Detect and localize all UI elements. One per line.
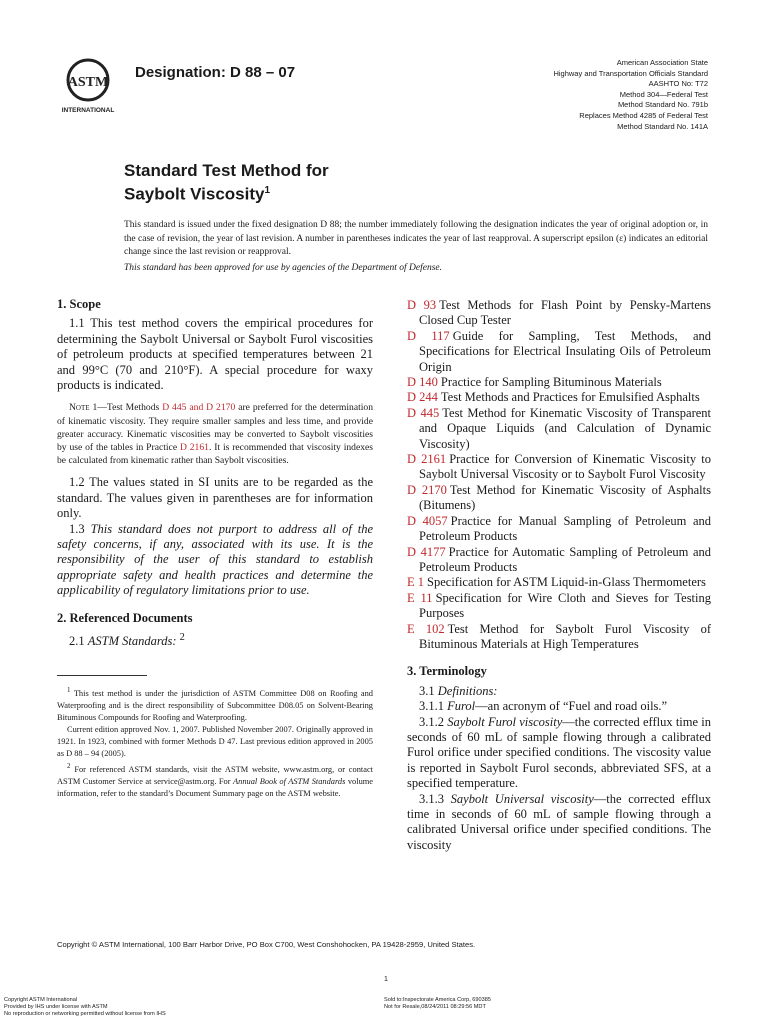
footnote-1: $^1$ This test method is under the jurisdiction of ASTM Committee D08 on Roofing and Waterproofing and is the direct responsibility of Subcommittee D08.05 on Solvent-Bearing Bituminous Compounds for Roofing and Waterproofing.: [57, 686, 373, 722]
ref-link[interactable]: D 244: [407, 390, 438, 405]
ref-link[interactable]: E 1: [407, 575, 425, 590]
reference-item: D 140 Practice for Sampling Bituminous Materials: [407, 375, 662, 390]
designation: Designation: D 88 – 07: [135, 64, 296, 81]
para-3-1-1: 3.1.1 Furol—an acronym of “Fuel and road oils.”: [419, 699, 668, 714]
intro-text: This standard is issued under the fixed designation D 88; the number immediately following the designation indicates the year of original adoption or, in the case of revision, the year of last revision. A number in parentheses indicates the year of last reapproval. A superscript epsilon (ε) indicates an editorial change since the last revision or reapproval.: [124, 220, 708, 258]
footnote-divider: [57, 675, 147, 676]
para-3-1-3: 3.1.3 Saybolt Universal viscosity—the corrected efflux time in seconds of 60 mL of sample flowing through a calibrated Universal orifice under specified conditions. The viscosity: [407, 791, 711, 852]
para-2-1: 2.1 ASTM Standards: $^2$: [69, 632, 185, 649]
logo-subtext: INTERNATIONAL: [61, 107, 115, 114]
ref-link[interactable]: E 11: [407, 590, 433, 605]
reference-item: E 11 Specification for Wire Cloth and Sieves for Testing Purposes: [407, 590, 711, 621]
section-heading-referenced: 2. Referenced Documents: [57, 610, 193, 625]
agency-line: American Association State: [616, 58, 708, 67]
para-1-1: 1.1 This test method covers the empirical procedures for determining the Saybolt Universal or Saybolt Furol viscosities of petroleum products at specified temperatures between 21 and 99°C (70 and 210°F). A special procedure for waxy products is indicated.: [57, 316, 373, 393]
copyright-line: Copyright © ASTM International, 100 Barr Harbor Drive, PO Box C700, West Conshohocken, PA 19428-2959, United States.: [57, 940, 476, 949]
ref-link[interactable]: D 117: [407, 328, 450, 343]
astm-logo: [58, 56, 124, 116]
approval-text: This standard has been approved for use by agencies of the Department of Defense.: [124, 263, 443, 273]
reference-item: D 4057 Practice for Manual Sampling of Petroleum and Petroleum Products: [407, 513, 712, 544]
agency-line: Method 304—Federal Test: [619, 89, 708, 99]
footnotes: [57, 684, 373, 800]
reference-item: E 1 Specification for ASTM Liquid-in-Glass Thermometers: [407, 575, 706, 590]
para-1-3: 1.3 This standard does not purport to address all of the safety concerns, if any, associated with its use. It is the responsibility of the user of this standard to establish appropriate safety and health practices and determine the applicability of regulatory limitations prior to use.: [57, 521, 373, 598]
reference-item: D 117 Guide for Sampling, Test Methods, and Specifications for Electrical Insulating Oils of Petroleum Origin: [407, 328, 711, 374]
ref-link[interactable]: E 102: [407, 621, 445, 636]
agency-line: Replaces Method 4285 of Federal Test: [579, 110, 708, 120]
reference-item: D 93 Test Methods for Flash Point by Pensky-Martens Closed Cup Tester: [407, 298, 711, 328]
ref-link[interactable]: D 2161: [407, 452, 447, 467]
reference-item: D 4177 Practice for Automatic Sampling of Petroleum and Petroleum Products: [407, 544, 712, 574]
footnote-1-edition: Current edition approved Nov. 1, 2007. Published November 2007. Originally approved in 1921. In 1923, combined with former Methods D 47. Last previous edition approved in 2005 as D 88 – 94 (2005).: [57, 724, 373, 758]
ref-link[interactable]: D 2170: [407, 482, 447, 497]
note-1: Note 1—Test Methods D 445 and D 2170 are preferred for the determination of kinematic viscosity. They require smaller samples and less time, and provide greater accuracy. Kinematic viscosities may be converted to Saybolt viscosities by use of the tables in Practice D 2161. It is recommended that viscosity indexes be calculated from kinematic rather than Saybolt viscosities.: [57, 402, 373, 467]
link-d445-d2170[interactable]: D 445 and D 2170: [162, 402, 236, 414]
license-footer-left: Copyright ASTM International Provided by IHS under license with ASTM No reproduction or networking permitted without license from IHS: [4, 997, 166, 1017]
ref-link[interactable]: D 140: [407, 375, 438, 390]
ref-link[interactable]: D 4177: [407, 544, 446, 559]
agency-line: AASHTO No: T72: [648, 79, 708, 89]
logo-text: ASTM: [67, 75, 109, 90]
para-3-1-2: 3.1.2 Saybolt Furol viscosity—the corrected efflux time in seconds of 60 mL of sample flowing through a calibrated Furol orifice under specified conditions. The viscosity value is reported in Saybolt Furol seconds, abbreviated SFS, at a specified temperature.: [407, 714, 712, 791]
section-heading-scope: 1. Scope: [57, 297, 101, 311]
reference-item: D 244 Test Methods and Practices for Emulsified Asphalts: [407, 390, 700, 405]
para-3-1: 3.1 Definitions:: [419, 683, 498, 698]
ref-link[interactable]: D 4057: [407, 513, 448, 528]
ref-link[interactable]: D 93: [407, 298, 437, 312]
agency-line: Highway and Transportation Officials Standard: [553, 68, 708, 78]
footnote-2: $^2$ For referenced ASTM standards, visit the ASTM website, www.astm.org, or contact ASTM Customer Service at service@astm.org. For Annual Book of ASTM Standards volume information, refer to the standard’s Document Summary page on the ASTM website.: [57, 761, 373, 798]
document-title: [124, 161, 329, 205]
reference-item: D 2170 Test Method for Kinematic Viscosity of Asphalts (Bitumens): [407, 482, 711, 513]
reference-item: E 102 Test Method for Saybolt Furol Viscosity of Bituminous Materials at High Temperatures: [407, 621, 711, 651]
ref-link[interactable]: D 445: [407, 405, 440, 420]
agency-block: [448, 58, 708, 132]
link-d2161[interactable]: D 2161: [179, 442, 209, 454]
title-line1: Standard Test Method for: [124, 161, 329, 180]
agency-line: Method Standard No. 791b: [617, 100, 708, 110]
agency-line: Method Standard No. 141A: [617, 121, 708, 131]
left-column: [57, 297, 373, 650]
right-column: [407, 298, 711, 853]
reference-item: D 2161 Practice for Conversion of Kinematic Viscosity to Saybolt Universal Viscosity or to Saybolt Furol Viscosity: [407, 452, 711, 482]
reference-list: [407, 298, 711, 652]
title-footnote-ref: 1: [264, 185, 271, 196]
reference-item: D 445 Test Method for Kinematic Viscosity of Transparent and Opaque Liquids (and Calculation of Dynamic Viscosity): [407, 405, 712, 451]
page-number: 1: [384, 976, 388, 983]
para-1-2: 1.2 The values stated in SI units are to be regarded as the standard. The values given in parentheses are for information only.: [57, 475, 373, 521]
title-line2: Saybolt Viscosity$^1$: [124, 184, 271, 204]
license-footer-right: Sold to:Inspectorate America Corp, 690385 Not for Resale,08/24/2011 08:29:56 MDT: [384, 997, 491, 1010]
section-heading-terminology: 3. Terminology: [407, 664, 487, 679]
